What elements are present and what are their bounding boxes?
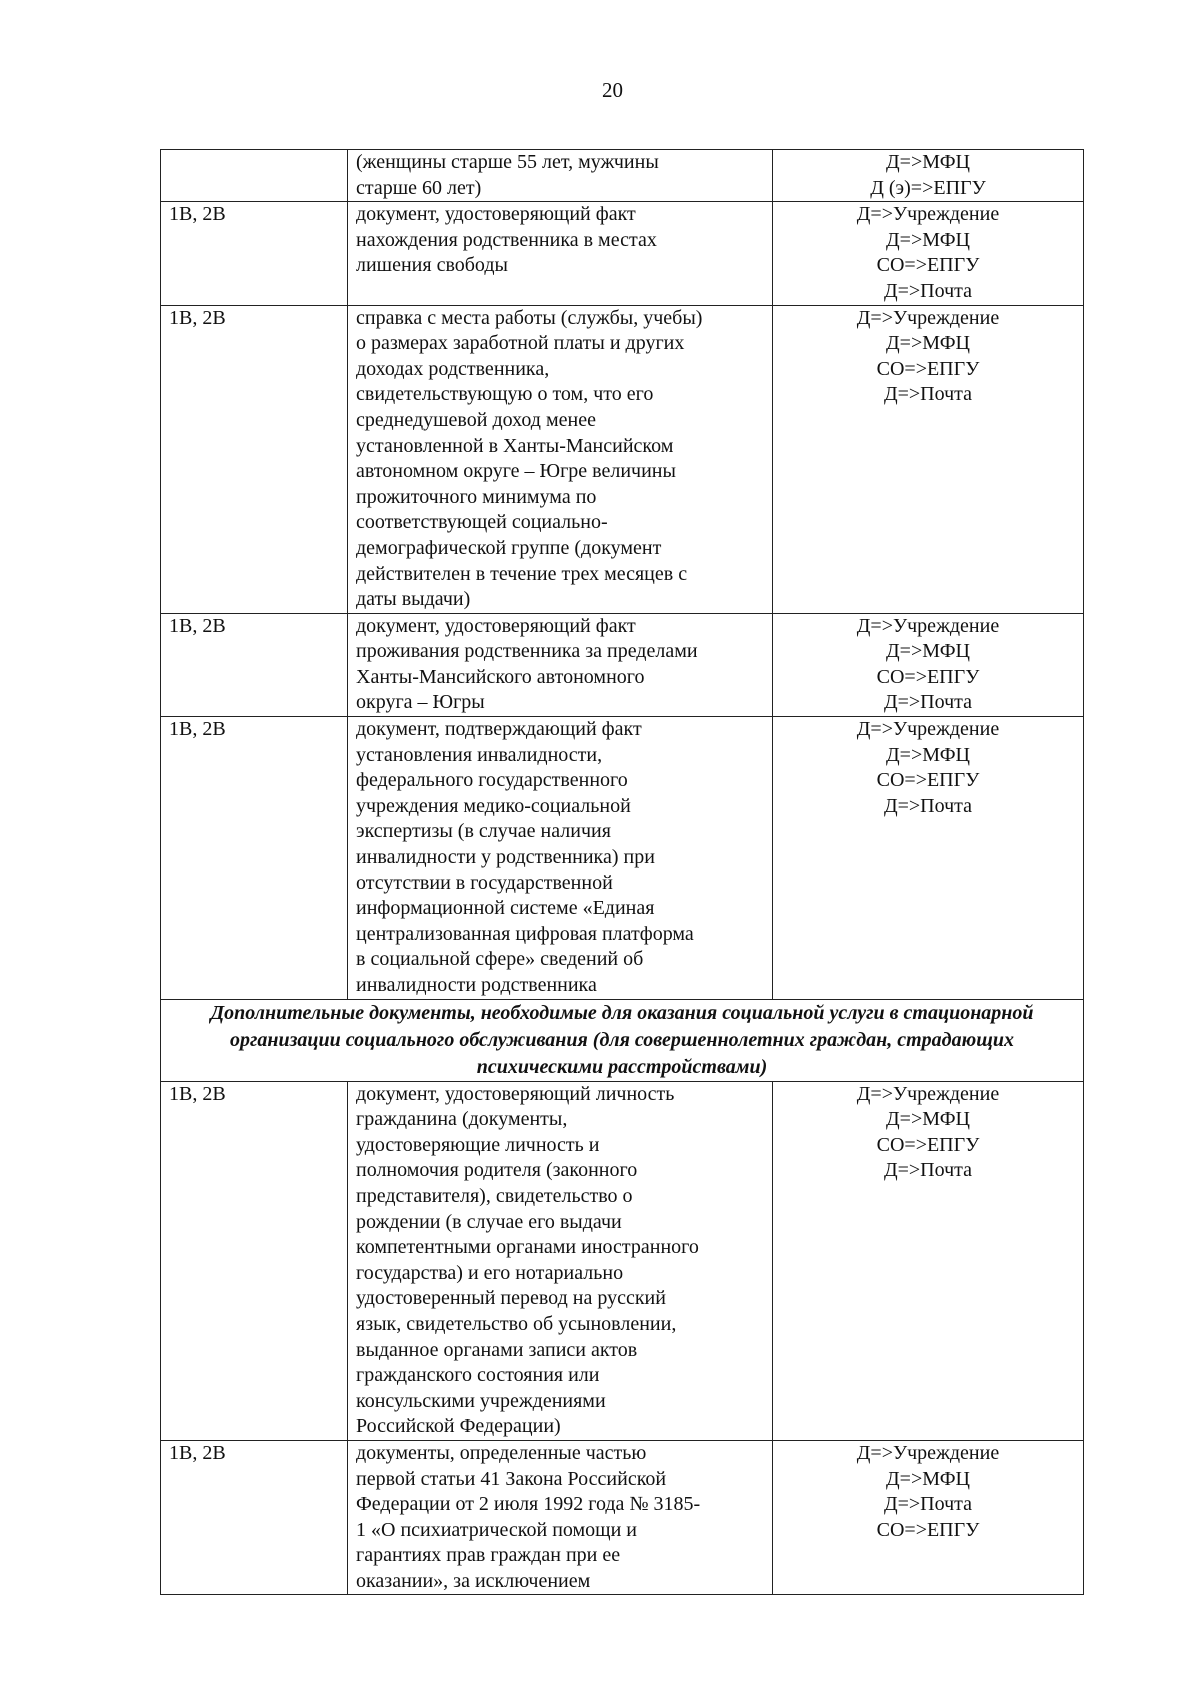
- submission-channel: Д=>МФЦ: [886, 743, 970, 766]
- table-row: [161, 150, 1084, 202]
- submission-channel: СО=>ЕПГУ: [876, 254, 980, 277]
- submission-channels-cell: [773, 613, 1084, 716]
- submission-channel: Д=>Учреждение: [856, 1082, 1000, 1105]
- submission-channel: СО=>ЕПГУ: [876, 1133, 980, 1156]
- document-description-line: документ, подтверждающий факт: [356, 718, 642, 741]
- document-description-cell: [348, 1081, 773, 1440]
- document-description-line: компетентными органами иностранного: [356, 1236, 699, 1259]
- document-description-cell: [348, 1440, 773, 1595]
- section-header-row: [161, 999, 1084, 1081]
- submission-channel: Д=>МФЦ: [886, 151, 970, 173]
- submission-channel: Д=>Учреждение: [856, 614, 1000, 637]
- submission-channel: Д=>МФЦ: [886, 1467, 970, 1490]
- submission-channel: Д=>МФЦ: [886, 640, 970, 663]
- submission-channel: Д=>Почта: [883, 794, 973, 817]
- submission-channel: СО=>ЕПГУ: [876, 665, 980, 688]
- document-description-line: справка с места работы (службы, учебы): [356, 306, 703, 329]
- document-description-cell: [348, 613, 773, 716]
- document-description-line: 1 «О психиатрической помощи и: [356, 1518, 637, 1541]
- document-description-line: даты выдачи): [356, 588, 471, 611]
- table-row: [161, 1081, 1084, 1440]
- document-description-line: полномочия родителя (законного: [356, 1159, 638, 1182]
- document-description-line: установленной в Ханты-Мансийском: [356, 434, 674, 457]
- submission-channel: Д=>Почта: [883, 1493, 973, 1516]
- section-header-line: организации социального обслуживания (для совершеннолетних граждан, страдающих: [230, 1028, 1014, 1051]
- submission-channel: Д=>Почта: [883, 279, 973, 302]
- submission-channels-cell: [773, 1440, 1084, 1595]
- submission-channel: Д=>Учреждение: [856, 1441, 1000, 1464]
- submission-channels-cell: [773, 305, 1084, 613]
- document-description-line: государства) и его нотариально: [356, 1261, 624, 1284]
- submission-channels-cell: [773, 202, 1084, 305]
- document-description-line: действителен в течение трех месяцев с: [356, 562, 688, 585]
- document-description-line: Федерации от 2 июля 1992 года № 3185-: [356, 1493, 701, 1516]
- table-row: [161, 202, 1084, 305]
- document-description-line: централизованная цифровая платформа: [356, 922, 694, 945]
- submission-channel: Д (э)=>ЕПГУ: [870, 176, 986, 199]
- submission-channel: СО=>ЕПГУ: [876, 357, 980, 380]
- documents-table: [160, 149, 1084, 1595]
- document-description-line: отсутствии в государственной: [356, 871, 613, 894]
- recipient-codes-cell: 1В, 2В: [161, 613, 348, 716]
- document-description-line: демографической группе (документ: [356, 536, 662, 559]
- document-description-line: документ, удостоверяющий личность: [356, 1082, 675, 1105]
- document-description-line: консульскими учреждениями: [356, 1389, 606, 1412]
- document-description-line: гражданского состояния или: [356, 1364, 600, 1387]
- document-description-line: экспертизы (в случае наличия: [356, 820, 611, 843]
- recipient-codes-cell: [161, 150, 348, 202]
- submission-channel: СО=>ЕПГУ: [876, 769, 980, 792]
- submission-channel: Д=>Почта: [883, 383, 973, 406]
- document-description-line: проживания родственника за пределами: [356, 640, 698, 663]
- document-description-line: учреждения медико-социальной: [356, 794, 631, 817]
- document-description-line: документы, определенные частью: [356, 1441, 647, 1464]
- document-description-line: установления инвалидности,: [356, 743, 603, 766]
- document-description-line: язык, свидетельство об усыновлении,: [356, 1312, 677, 1335]
- document-description-line: инвалидности родственника: [356, 974, 597, 996]
- document-description-line: лишения свободы: [356, 254, 508, 277]
- document-description-line: гарантиях прав граждан при ее: [356, 1544, 621, 1567]
- document-description-cell: [348, 202, 773, 305]
- recipient-codes-cell: 1В, 2В: [161, 1081, 348, 1440]
- document-description-line: первой статьи 41 Закона Российской: [356, 1467, 667, 1490]
- submission-channels-cell: [773, 1081, 1084, 1440]
- document-description-line: доходах родственника,: [356, 357, 550, 380]
- submission-channels-cell: [773, 717, 1084, 1000]
- document-description-line: среднедушевой доход менее: [356, 408, 596, 431]
- document-description-line: прожиточного минимума по: [356, 485, 597, 508]
- document-description-line: федерального государственного: [356, 769, 628, 792]
- document-description-line: удостоверяющие личность и: [356, 1133, 600, 1156]
- document-description-line: свидетельствующую о том, что его: [356, 383, 654, 406]
- table-row: [161, 305, 1084, 613]
- submission-channel: Д=>МФЦ: [886, 332, 970, 355]
- document-description-line: гражданина (документы,: [356, 1108, 568, 1131]
- document-description-line: документ, удостоверяющий факт: [356, 614, 636, 637]
- document-description-cell: [348, 150, 773, 202]
- recipient-codes-cell: 1В, 2В: [161, 202, 348, 305]
- section-header: [161, 999, 1084, 1081]
- submission-channels-cell: [773, 150, 1084, 202]
- document-description-line: удостоверенный перевод на русский: [356, 1287, 666, 1310]
- document-description-line: Российской Федерации): [356, 1415, 561, 1438]
- table-row: [161, 717, 1084, 1000]
- submission-channel: Д=>Учреждение: [856, 203, 1000, 226]
- document-description-line: инвалидности у родственника) при: [356, 846, 655, 869]
- recipient-codes-cell: 1В, 2В: [161, 305, 348, 613]
- document-description-line: о размерах заработной платы и других: [356, 332, 685, 355]
- table-row: [161, 613, 1084, 716]
- recipient-codes-cell: 1В, 2В: [161, 717, 348, 1000]
- submission-channel: Д=>МФЦ: [886, 228, 970, 251]
- document-description-cell: [348, 305, 773, 613]
- document-description-line: нахождения родственника в местах: [356, 228, 657, 251]
- document-description-line: Ханты-Мансийского автономного: [356, 665, 645, 688]
- document-description-line: документ, удостоверяющий факт: [356, 203, 636, 226]
- page-number: 20: [602, 78, 623, 102]
- submission-channel: Д=>Почта: [883, 1159, 973, 1182]
- document-description-line: оказании», за исключением: [356, 1569, 591, 1592]
- document-description-line: (женщины старше 55 лет, мужчины: [356, 151, 659, 173]
- document-description-line: представителя), свидетельство о: [356, 1184, 633, 1207]
- document-description-line: старше 60 лет): [356, 176, 482, 199]
- submission-channel: Д=>МФЦ: [886, 1108, 970, 1131]
- documents-table-body: [161, 150, 1084, 1595]
- recipient-codes-cell: 1В, 2В: [161, 1440, 348, 1595]
- table-row: [161, 1440, 1084, 1595]
- document-description-line: рождении (в случае его выдачи: [356, 1210, 622, 1233]
- document-description-line: выданное органами записи актов: [356, 1338, 638, 1361]
- document-description-line: в социальной сфере» сведений об: [356, 948, 644, 971]
- document-description-line: информационной системе «Единая: [356, 897, 655, 920]
- submission-channel: Д=>Учреждение: [856, 718, 1000, 741]
- document-description-line: соответствующей социально-: [356, 511, 608, 534]
- submission-channel: Д=>Почта: [883, 691, 973, 714]
- section-header-line: психическими расстройствами): [476, 1055, 768, 1078]
- document-description-line: округа – Югры: [356, 691, 485, 714]
- document-description-line: автономном округе – Югре величины: [356, 460, 676, 483]
- document-description-cell: [348, 717, 773, 1000]
- submission-channel: Д=>Учреждение: [856, 306, 1000, 329]
- section-header-line: Дополнительные документы, необходимые для оказания социальной услуги в стационарной: [210, 1001, 1034, 1024]
- submission-channel: СО=>ЕПГУ: [876, 1518, 980, 1541]
